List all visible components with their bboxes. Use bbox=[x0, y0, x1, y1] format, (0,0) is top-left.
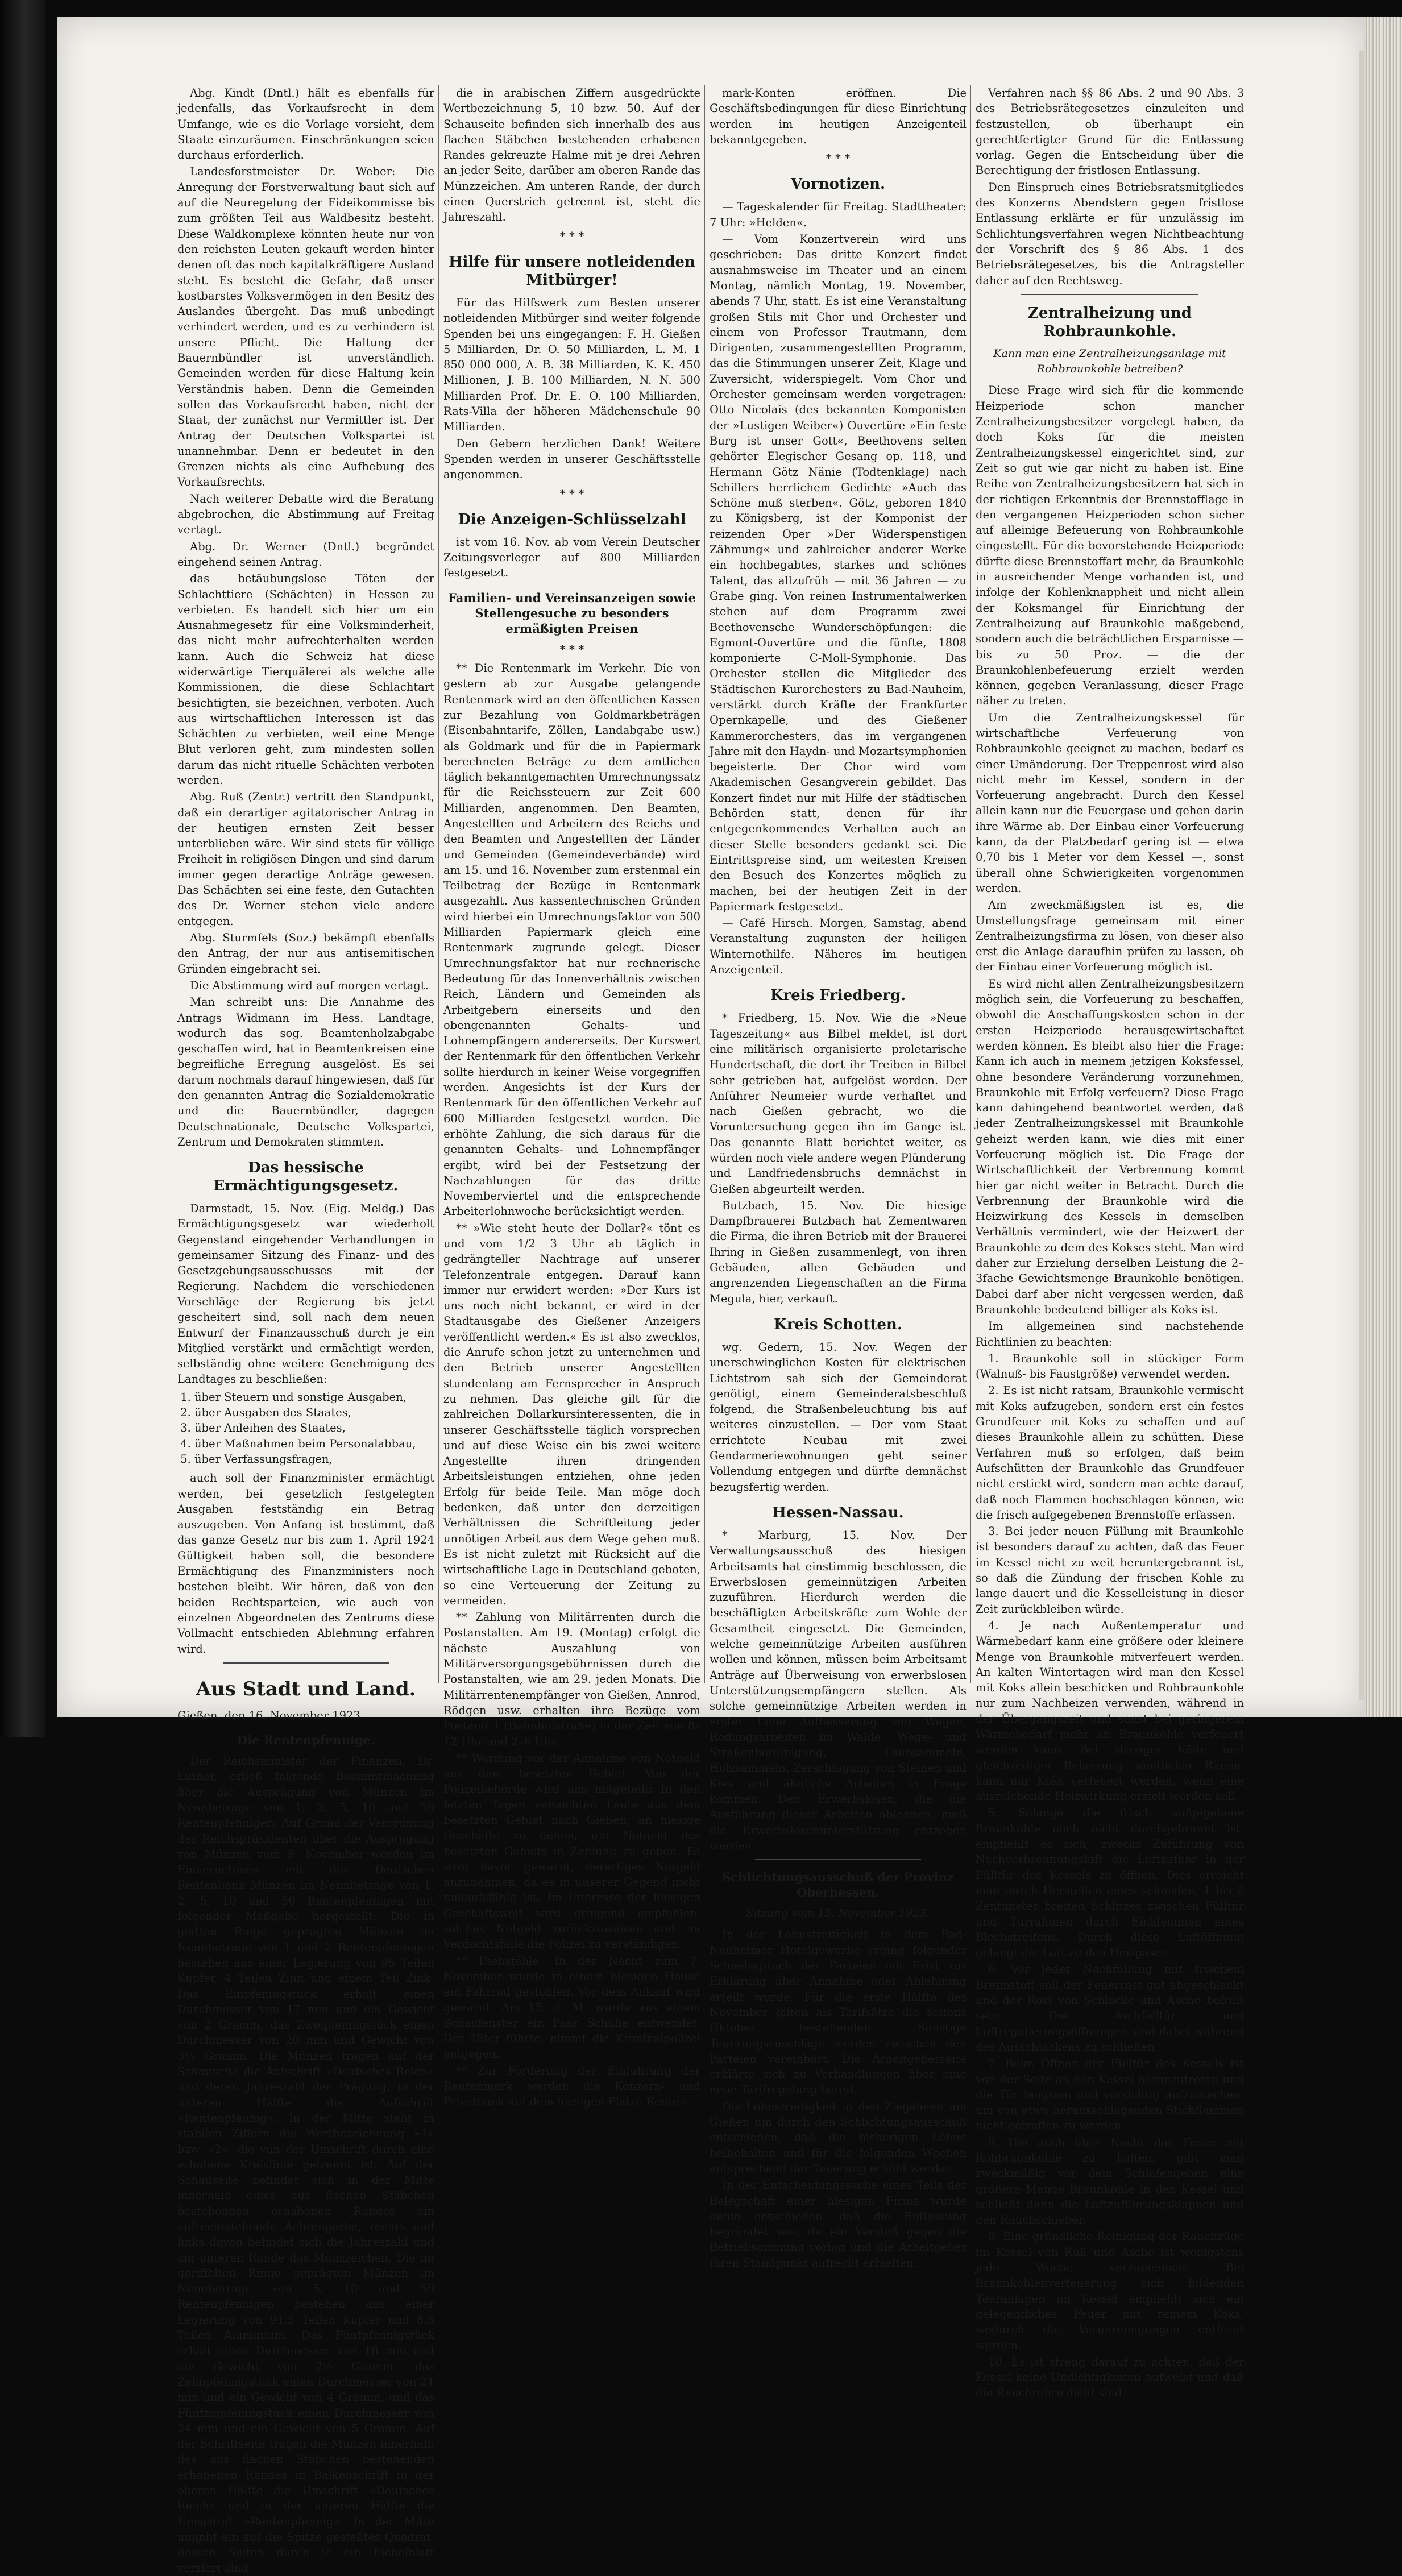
article-paragraph: das betäubungslose Töten der Schlachttiere (Schächten) in Hessen zu verbieten. Es handelt sich hier um ein Ausnahmegesetz für eine Volksminderheit, das nicht mehr aufrechterhalten werden kann. Auch die Schweiz hat diese widerwärtige Tierquälerei als welche alle Kommissionen, die diese Schlachtart besichtigten, sie bezeichnen, verboten. Auch aus wirtschaftlichen Interessen ist das Schächten zu verbieten, weil eine Menge Blut verloren geht, zum mindesten sollen darum das nicht rituelle Schächten verboten werden. bbox=[177, 572, 434, 787]
article-paragraph: mark-Konten eröffnen. Die Geschäftsbedingungen für diese Einrichtung werden im heutigen Anzeigenteil bekanntgegeben. bbox=[710, 86, 967, 146]
article-paragraph: * Marburg, 15. Nov. Der Verwaltungsausschuß des hiesigen Arbeitsamts hat einstimmig beschlossen, die Erwerbslosen gemeinnützigen Arbeiten zuzuführen. Hierdurch werden die beschäftigten Arbeitskräfte zum Wohle der Gesamtheit eingesetzt. Die Gemeinden, welche gemeinnützige Arbeiten ausführen wollen und können, müssen beim Arbeitsamt Anträge auf Überweisung von erwerbslosen Unterstützungsempfängern stellen. Als solche gemeinnützige Arbeiten werden in erster Linie Aufbesserung von Wegen, Rodungsarbeiten im Walde, Wege- und Straßenbereinigung, Laubsammeln, Holzsammeln, Zerschlagung von Steinen und Kies und ähnliche Arbeiten in Frage kommen. Den Erwerbslosen, die die Ausführung dieser Arbeiten ablehnen, muß die Erwerbslosenunterstützung entzogen werden. bbox=[710, 1528, 967, 1852]
article-paragraph: 9. Eine gründliche Reinigung der Rauchzüge im Kessel von Ruß und Asche ist wenigstens jede Woche vorzunehmen. Bei Braunkohlenverfeuerung sich bildenden Teeranlagen im Kessel empfiehlt sich ein gelegentliches Feuer mit reinem Koks, wodurch die Verunreinigungen entfernt werden. bbox=[976, 2230, 1244, 2352]
article-paragraph: Es wird nicht allen Zentralheizungsbesitzern möglich sein, die Vorfeuerung zu beschaffen, obwohl die Anschaffungskosten schon in der ersten Heizperiode herausgewirtschaftet werden können. Es bleibt also hier die Frage: Kann ich auch in meinem jetzigen Koksfessel, ohne besondere Veränderung vorzunehmen, Braunkohle mit Erfolg verfeuern? Diese Frage kann dahingehend beantwortet werden, daß jeder Zentralheizungskessel mit Braunkohle geheizt werden kann, wie dies mit einer Vorfeuerung möglich ist. Die Frage der Wirtschaftlichkeit der Verbrennung kommt hier gar nicht weiter in Betracht. Durch die Verbrennung der Braunkohle wird die Heizwirkung des Kessels in demselben Verhältnis vermindert, wie der Heizwert der Braunkohle zu dem des Kokses steht. Man wird daher zur Erzielung derselben Leistung die 2–3fache Gewichtsmenge Braunkohle benötigen. Dabei darf aber nicht vergessen werden, daß Braunkohle bedeutend billiger als Koks ist. bbox=[976, 977, 1244, 1316]
section-heading: Familien- und Vereinsanzeigen sowie Stellengesuche zu besonders ermäßigten Preisen bbox=[448, 590, 696, 636]
list-item: 1. über Steuern und sonstige Ausgaben, bbox=[194, 1389, 434, 1405]
article-paragraph: ** Die Rentenmark im Verkehr. Die von gestern ab zur Ausgabe gelangende Rentenmark wird an den öffentlichen Kassen zur Bezahlung von Goldmarkbeträgen (Eisenbahntarife, Zöllen, Landabgabe usw.) als Goldmark und für die in Papiermark berechneten Beträge zu dem amtlichen täglich bekanntgemachten Umrechnungssatz für die Reichssteuern zur Zeit 600 Milliarden, angenommen. Den Beamten, Angestellten und Arbeitern des Reichs und den Beamten und Angestellten der Länder und Gemeinden (Gemeindeverbände) wird am 15. und 16. November zum erstenmal ein Teilbetrag der Bezüge in Rentenmark ausgezahlt. Aus kassentechnischen Gründen wird hierbei ein Umrechnungsfaktor von 500 Milliarden Papiermark gleich eine Rentenmark zugrunde gelegt. Dieser Umrechnungsfaktor hat nur rechnerische Bedeutung für das Innenverhältnis zwischen Reich, Ländern und Gemeinden als Arbeitgebern einerseits und den obengenannten Gehalts- und Lohnempfängern andererseits. Der Kurswert der Rentenmark für den öffentlichen Verkehr sollte hierdurch in keiner Weise vorgegriffen werden. Angesichts ist der Kurs der Rentenmark für den öffentlichen Verkehr auf 600 Milliarden festgesetzt worden. Die erhöhte Zahlung, die sich daraus für die genannten Gehalts- und Lohnempfänger ergibt, wird bei der Festsetzung der Nachzahlungen für das dritte Novemberviertel und die entsprechende Arbeiterlohnwoche berücksichtigt werden. bbox=[443, 662, 700, 1218]
section-subheading: Sitzung vom 15. November 1923. bbox=[746, 1907, 930, 1920]
column-rule-1 bbox=[438, 85, 439, 1683]
article-paragraph: Abg. Sturmfels (Soz.) bekämpft ebenfalls den Antrag, der nur aus antisemitischen Gründen eingebracht sei. bbox=[177, 931, 434, 976]
article-paragraph: Abg. Dr. Werner (Dntl.) begründet eingehend seinen Antrag. bbox=[177, 540, 434, 569]
section-heading: Vornotizen. bbox=[790, 176, 886, 193]
list-item: 3. über Anleihen des Staates, bbox=[194, 1420, 434, 1436]
section-heading: Die Anzeigen-Schlüsselzahl bbox=[458, 511, 686, 528]
article-paragraph: Um die Zentralheizungskessel für wirtschaftliche Verfeuerung von Rohbraunkohle geeignet zu machen, bedarf es einer Umänderung. Der Treppenrost wird also nicht mehr im Kessel, sondern in der Vorfeuerung angebracht. Durch den Kessel allein kann nur die Feuergase und gehen darin ihre Wärme ab. Der Einbau einer Vorfeuerung kann, da der Platzbedarf gering ist — etwa 0,70 bis 1 Meter vor dem Kessel —, sonst überall ohne Schwierigkeiten vorgenommen werden. bbox=[976, 711, 1244, 895]
article-paragraph: Diese Frage wird sich für die kommende Heizperiode schon mancher Zentralheizungsbesitzer vorgelegt haben, da doch Koks für die meisten Zentralheizungskessel eingerichtet sind, zur Zeit so gut wie gar nicht zu haben ist. Eine Reihe von Zentralheizungsbesitzern hat sich in der richtigen Erkenntnis der Brennstofflage in den vergangenen Heizperioden schon sicher auf alleinige Befeuerung von Rohbraunkohle eingestellt. Für die bevorstehende Heizperiode dürfte diese Brennstoffart mehr, da Braunkohle in ausreichender Menge vorhanden ist, und infolge der Kohlenknappheit und nicht allein der Koksmangel für Einrichtung der Zentralheizung auf Braunkohle maßgebend, sondern auch die beträchtlichen Ersparnisse — bis zu 50 Proz. — die der Braunkohlenbefeuerung erzielt werden können, gegeben Veranlassung, dieser Frage näher zu treten. bbox=[976, 384, 1244, 708]
article-paragraph: 10. Es ist streng darauf zu achten, daß der Kessel keine Undichtigkeiten aufweist und daß die Rauchrohre dicht sind. bbox=[976, 2355, 1244, 2400]
article-paragraph: Verfahren nach §§ 86 Abs. 2 und 90 Abs. 3 des Betriebsrätegesetzes einzuleiten und festzustellen, ob überhaupt ein gerechtfertigter Grund für die Entlassung vorlag. Gegen die Entscheidung über die Berechtigung der fristlosen Entlassung. bbox=[976, 86, 1244, 177]
article-paragraph: 7. Beim Öffnen der Fülltür des Kessels ist von der Seite an den Kessel heranzutreten und die Tür langsam und vorsichtig aufzumachen, um von etwa herausschlagenden Stichflammen nicht getroffen zu werden. bbox=[976, 2057, 1244, 2133]
section-heading: Schlichtungsausschuß der Provinz Oberhessen. bbox=[722, 1870, 954, 1900]
section-heading: Hessen-Nassau. bbox=[772, 1504, 904, 1521]
section-separator-stars: * * * bbox=[559, 642, 584, 656]
article-paragraph: ** »Wie steht heute der Dollar?« tönt es und vom 1/2 3 Uhr ab täglich in gedrängteller Nachtrage auf unserer Telefonzentrale entgegen. Darauf kann immer nur erwidert werden: »Der Kurs ist uns noch nicht bekannt, er wird in der Stadtausgabe des Gießener Anzeigers veröffentlicht werden.« Es ist also zwecklos, die Anrufe schon jetzt zu unternehmen und den Betrieb unserer Angestellten stundenlang am Fernsprecher in Anspruch zu nehmen. Das gleiche gilt für die zahlreichen Dollarkursinteressenten, die in unserer Geschäftsstelle täglich vorsprechen und auf diese Weise ein bis zwei weitere Angestellte ihren dringenden Arbeitsleistungen entziehen, ohne jeden Erfolg für beide Teile. Man möge doch bedenken, daß unter den derzeitigen Verhältnissen die Schriftleitung jeder unnötigen Arbeit aus dem Wege gehen muß. Es ist nicht zuletzt mit Rücksicht auf die wirtschaftliche Lage in Deutschland geboten, so eine Verteuerung der Zeitung zu vermeiden. bbox=[443, 1221, 700, 1607]
article-paragraph: Die Abstimmung wird auf morgen vertagt. bbox=[190, 978, 429, 992]
list-item: 2. über Ausgaben des Staates, bbox=[194, 1405, 434, 1420]
article-paragraph: — Tageskalender für Freitag. Stadttheater: 7 Uhr: »Helden«. bbox=[710, 200, 967, 229]
article-paragraph: In der Entscheidungssache eines Teils der Belegschaft einer hiesigen Firma wurde dahin entschieden, daß die Entlassung begründet war, da ein Verstoß gegen die Betriebsordnung vorlag und die Arbeitgeber ihren Standpunkt aufrecht erhielten. bbox=[710, 2179, 967, 2270]
section-heading: Kreis Friedberg. bbox=[770, 987, 906, 1005]
list-item: 4. über Maßnahmen beim Personalabbau, bbox=[194, 1436, 434, 1451]
article-paragraph: Am zweckmäßigsten ist es, die Umstellungsfrage gemeinsam mit einer Zentralheizungsfirma zu lösen, von dieser also erst die Anlage daraufhin prüfen zu lassen, ob der Einbau einer Vorfeuerung möglich ist. bbox=[976, 898, 1244, 974]
article-paragraph: Man schreibt uns: Die Annahme des Antrags Widmann im Hess. Landtage, wodurch das sog. Beamtenholzabgabe geschaffen wird, hat in Beamtenkreisen eine begreifliche Erregung ausgelöst. Es sei darum nochmals darauf hingewiesen, daß für den genannten Antrag die Sozialdemokratie und die Bauernbündler, dagegen Deutschnationale, Deutsche Volkspartei, Zentrum und Demokraten stimmten. bbox=[177, 995, 434, 1148]
article-paragraph: 3. Bei jeder neuen Füllung mit Braunkohle ist besonders darauf zu achten, daß das Feuer im Kessel nicht zu weit heruntergebrannt ist, so daß die Zündung der frischen Kohle zu lange dauert und die Kesselleistung in dieser Zeit zurückbleiben würde. bbox=[976, 1525, 1244, 1616]
section-heading: Aus Stadt und Land. bbox=[196, 1677, 416, 1700]
article-paragraph: Den Einspruch eines Betriebsratsmitgliedes des Konzerns Abendstern gegen fristlose Entlassung erklärte er für unzulässig im Schlichtungsverfahren wegen Nichtbeachtung der Vorschrift des § 86 Abs. 1 des Betriebsrätegesetzes, bis die Antragsteller daher auf den Rechtsweg. bbox=[976, 180, 1244, 287]
article-paragraph: Die Lohnstreitigkeit in den Ziegeleien um Gießen um durch den Schlichtungsausschuß entschieden, daß die bisherigen Löhne beibehalten und für die folgenden Wochen entsprechend der Teuerung erhöht werden. bbox=[710, 2100, 967, 2175]
section-separator-stars: * * * bbox=[826, 151, 851, 165]
article-paragraph: Landesforstmeister Dr. Weber: Die Anregung der Forstverwaltung baut sich auf auf die Neuregelung der Fideikommisse bis zum größten Teil aus Waldbesitz besteht. Diese Waldkomplexe könnten heute nur von den reichsten Leuten gekauft werden hinter denen oft das noch kapitalkräftigere Ausland steht. Es besteht die Gefahr, daß unser kostbarstes Volksvermögen in den Besitz des Auslandes übergeht. Das muß unbedingt verhindert werden, und es zu verhindern ist unsere Pflicht. Die Haltung der Bauernbündler ist unverständlich. Gemeinden werden für diese Haltung kein Verständnis haben. Denn die Gemeinden sollen das Vorkaufsrecht haben, nicht der Staat, der zunächst nur Vermittler ist. Der Antrag der Deutschen Volkspartei ist unannehmbar. Denn er bedeutet in den Grenzen nichts als eine Aufhebung des Vorkaufsrechts. bbox=[177, 165, 434, 489]
article-paragraph: 8. Um auch über Nacht das Feuer mit Rohbraunkohle zu halten, gibt man zweckmäßig vor dem Schlafengehen eine größere Menge Braunkohle in den Kessel und schließt dann die Luftzuführungsklappen und den Rauchschieber. bbox=[976, 2135, 1244, 2227]
column-4 bbox=[976, 85, 1244, 2400]
list-item: 5. über Verfassungsfragen, bbox=[194, 1451, 434, 1467]
article-paragraph: die in arabischen Ziffern ausgedrückte Wertbezeichnung 5, 10 bzw. 50. Auf der Schauseite befinden sich innerhalb des aus flachen Stäbchen bestehenden erhabenen Randes gekreuzte Halme mit je drei Aehren an jeder Seite, darüber am oberen Rande das Münzzeichen. Am unteren Rande, der durch einen Querstrich getrennt ist, steht die Jahreszahl. bbox=[443, 86, 700, 224]
section-heading: Hilfe für unsere notleidenden Mitbürger! bbox=[448, 253, 695, 289]
section-heading: Das hessische Ermächtigungsgesetz. bbox=[213, 1159, 399, 1195]
article-paragraph: ist vom 16. Nov. ab vom Verein Deutscher Zeitungsverleger auf 800 Milliarden festgesetzt. bbox=[443, 535, 700, 580]
spine-marks bbox=[48, 102, 57, 1637]
article-paragraph: Nach weiterer Debatte wird die Beratung abgebrochen, die Abstimmung auf Freitag vertagt. bbox=[177, 492, 434, 537]
article-paragraph: 1. Braunkohle soll in stückiger Form (Walnuß- bis Faustgröße) verwendet werden. bbox=[976, 1351, 1244, 1381]
column-rule-3 bbox=[970, 85, 971, 1683]
dateline: Gießen, den 16. November 1923. bbox=[177, 1708, 364, 1722]
article-paragraph: * Friedberg, 15. Nov. Wie die »Neue Tageszeitung« aus Bilbel meldet, ist dort eine militärisch organisierte proletarische Hundertschaft, die dort ihr Treiben in Bilbel sehr getrieben hat, aufgelöst worden. Der Anführer Neumeier wurde verhaftet und nach Gießen gebracht, wo die Voruntersuchung gegen ihn im Gange ist. Das genannte Blatt berichtet weiter, es würden noch viele andere wegen Plünderung und Landfriedensbruchs demnächst in Gießen abgeurteilt werden. bbox=[710, 1011, 967, 1196]
section-heading: Die Rentenpfennige. bbox=[237, 1733, 375, 1748]
article-paragraph: Abg. Ruß (Zentr.) vertritt den Standpunkt, daß ein derartiger agitatorischer Antrag in der heutigen ernsten Zeit besser unterblieben wäre. Wir sind stets für völlige Freiheit in religiösen Dingen und sind darum immer gegen derartige Anträge gewesen. Das Schächten sei eine feste, den Gutachten des Dr. Werner stehen viele andere entgegen. bbox=[177, 790, 434, 928]
column-2 bbox=[443, 85, 700, 2109]
numbered-list bbox=[194, 1389, 434, 1467]
page-edges bbox=[1364, 17, 1402, 1717]
section-heading: Zentralheizung und Rohbraunkohle. bbox=[1028, 304, 1192, 340]
article-paragraph: ** Diebstähle. In der Nacht zum 7. November wurde in einem hiesigen Hause ein Fahrrad gestohlen. Vor dem Ankauf wird gewarnt. Am 15. d. M. wurde aus einem Schaufenster ein Paar Schuhe entwendet. Der Täter führte, nimmt die Kriminalpolizei entgegen. bbox=[443, 1954, 700, 2061]
article-paragraph: Im allgemeinen sind nachstehende Richtlinien zu beachten: bbox=[976, 1320, 1244, 1349]
article-paragraph: — Vom Konzertverein wird uns geschrieben: Das dritte Konzert findet ausnahmsweise im Theater und an einem Montag, nämlich Montag, 19. November, abends 7 Uhr, statt. Es ist eine Veranstaltung großen Stils mit Chor und Orchester und einem von Professor Trautmann, dem Dirigenten, zusammengestellten Programm, das die Stimmungen unserer Zeit, Klage und Zuversicht, widerspiegelt. Vom Chor und Orchester gemeinsam werden vorgetragen: Otto Nicolais (des bekannten Komponisten der »Lustigen Weiber«) Ouvertüre »Ein feste Burg ist unser Gott«, Beethovens selten gehörter Elegischer Gesang op. 118, und Hermann Götz Nänie (Todtenklage) nach Schillers herrlichem Gedichte »Auch das Schöne muß sterben«. Götz, geboren 1840 zu Königsberg, ist der Komponist der reizenden Oper »Der Widerspenstigen Zähmung« und zahlreicher anderer Werke ein hochbegabtes, starkes und schönes Talent, das allzufrüh — mit 36 Jahren — zu Grabe ging. Von reinen Instrumentalwerken stehen auf dem Programm zwei Beethovensche Wunderschöpfungen: die Egmont-Ouvertüre und die fünfte, 1808 komponierte C-Moll-Symphonie. Das Orchester stellen die Mitglieder des Städtischen Kurorchesters zu Bad-Nauheim, verstärkt durch Kräfte der Frankfurter Opernkapelle, und des Gießener Kammerorchesters, das im vergangenen Jahre mit den Haydn- und Mozartsymphonien begeisterte. Der Chor wird vom Akademischen Gesangverein gebildet. Das Konzert findet nur mit Hilfe der städtischen Behörden statt, denen für ihr entgegenkommendes Verhalten auch an dieser Stelle besonders gedankt sei. Die Eintrittspreise sind, um weitesten Kreisen den Besuch des Konzertes möglich zu machen, bei der heutigen Zeit in der Papiermark festgesetzt. bbox=[710, 233, 967, 913]
article-paragraph: ** Warnung vor der Annahme von Notgeld aus dem besetzten Gebiet. Von der Polizeibehörde wird uns mitgeteilt: In den letzten Tagen versuchten Leute aus dem besetzten Gebiet nach Gießen, an hiesige Geschäfte zu gehen, um Notgeld des besetzten Gebiets in Zahlung zu geben. Es wird davor gewarnt, derartiges Notgeld anzunehmen, da es in unserer Gegend nicht umlaufsfähig ist. Im Interesse der hiesigen Geschäftswelt wird dringend empfohlen, solches Notgeld zurückzuweisen und im Verdachtsfalle die Polizei zu verständigen. bbox=[443, 1751, 700, 1951]
column-rule-2 bbox=[704, 85, 705, 1683]
column-1 bbox=[177, 85, 434, 2575]
article-paragraph: ** Zur Förderung der Einführung der Rentenmark werden die Konzern- und Privatbank auf dem hiesigen Platze Renten- bbox=[443, 2064, 700, 2109]
section-heading: Kreis Schotten. bbox=[774, 1316, 902, 1333]
article-paragraph: Für das Hilfswerk zum Besten unserer notleidenden Mitbürger sind weiter folgende Spenden bei uns eingegangen: F. H. Gießen 5 Milliarden, Dr. O. 50 Milliarden, L. M. 1 850 000 000, A. B. 38 Milliarden, K. K. 450 Millionen, J. B. 100 Milliarden, N. N. 500 Milliarden Prof. Dr. E. O. 100 Milliarden, Rats-Villa der höheren Mädchenschule 90 Milliarden. bbox=[443, 296, 700, 434]
article-paragraph: 6. Vor jeder Nachfüllung mit frischem Brennstoff soll der Feuerrost gut abgeschlackt und der Rost von Schlacke und Asche befreit sein. Die Aschfalltür und Luftregulierungsöffnungen sind dabei während des Ausschlackens zu schließen. bbox=[976, 1963, 1244, 2054]
article-paragraph: wg. Gedern, 15. Nov. Wegen der unerschwinglichen Kosten für elektrischen Lichtstrom sah sich der Gemeinderat genötigt, einem Gemeinderatsbeschluß folgend, die Straßenbeleuchtung bis auf weiteres einzustellen. — Der vom Staat errichtete Neubau mit zwei Gendarmeriewohnungen geht seiner Vollendung entgegen und dürfte demnächst bezugsfertig werden. bbox=[710, 1340, 967, 1494]
book-binding bbox=[0, 0, 45, 1737]
article-paragraph: Der Reichsminister der Finanzen, Dr. Luther, erließ folgende Bekanntmachung über die Ausprägung von Münzen im Nennbetrage von 1, 2, 5, 10 und 50 Rentenpfennigen: Auf Grund der Verordnung des Reichspräsidenten über die Ausprägung von Münzen vom 8. November werden im Einvernehmen mit der Deutschen Rentenbank Münzen im Nennbetrage von 1, 2, 5, 10 und 50 Rentenpfennigen mit folgender Maßgabe hergestellt: Die in glatten Ringe geprägten Münzen im Nennbetrage von 1 und 2 Rentenpfennigen bestehen aus einer Legierung von 95 Teilen Kupfer, 4 Teilen Zinn und einem Teil Zink. Das Einpfennigstück erhält einen Durchmesser von 17 mm und ein Gewicht von 2 Gramm, das Zweipfennigstück einen Durchmesser von 20 mm und Gewicht von 3½ Gramm. Die Münzen tragen auf der Schauseite die Aufschrift »Deutsches Reich« und deren Jahreszahl der Prägung, in der unteren Hälfte die Aufschrift »Rentenpfennig«. In der Mitte steht in stabilen Ziffern die Wertbezeichnung »1« bzw. »2«, die von der Umschrift durch eine erhabene Kreislinie getrennt ist. Auf der Schauseite befindet sich in der Mitte innerhalb eines aus flachen Stäbchen bestehenden erhabenen Randes ein aufrechtstehende Aehrengarbe, rechts und links davon befindet sich die Jahreszahl und am unteren Rande das Münzzeichen. Die im geriffelten Ringe geprägten Münzen im Nennbetrage von 5, 10 und 50 Rentenpfennigen bestehen aus einer Legierung von 91,5 Teilen Kupfer und 8,5 Teilen Aluminium. Das Fünfpfennigstück erhält einen Durchmesser von 18 mm und ein Gewicht von 2½ Gramm, das Zehnpfennigstück einen Durchmesser von 21 mm und ein Gewicht von 4 Gramm, und das Fünfzigpfennigstück einen Durchmesser von 24 mm und ein Gewicht von 5 Gramm. Auf der Schriftseite tragen die Münzen innerhalb des aus flachen Stäbchen bestehenden erhabenen Randes in Balkenschrift in der oberen Hälfte die Umschrift »Deutsches Reich« und in der unteren Hälfte die Umschrift »Rentenpfennig«. In der Mitte umgibt ein auf die Spitze gestelltes Quadrat, dessen Seiten durch je ein Eichelblatt verziert sind. bbox=[177, 1754, 434, 2575]
article-paragraph: 5. Solange die frisch aufgegebene Braunkohle noch nicht durchgebrannt ist, empfiehlt es sich, zwecks Zuführung von Nachverbrennungsluft die Luftzufuhr in der Fülltür des Kessels zu öffnen. Dies erreicht man durch Herstellen eines schmalen, 1 bis 2 Zentimeter breiten Schlitzes zwischen Fülltür und Türrahmen durch Einklemmen eines Blechstreifens. Durch diese Luftöffnung gelangt die Luft zu den Heizgasen. bbox=[976, 1806, 1244, 1960]
horizontal-rule bbox=[1021, 294, 1198, 295]
article-paragraph: 2. Es ist nicht ratsam, Braunkohle vermischt mit Koks aufzugeben, sondern erst ein festes Grundfeuer mit Koks zu schaffen und auf dieses Braunkohle allein zu schütten. Diese Verfahren muß so erfolgen, daß beim Aufschütten der Braunkohle das Grundfeuer nicht erstickt wird, sondern man achte darauf, daß noch Flammen hochschlagen können, wie die frisch aufgegebenen Brennstoffe erfassen. bbox=[976, 1384, 1244, 1521]
article-paragraph: ** Zahlung von Militärrenten durch die Postanstalten. Am 19. (Montag) erfolgt die nächste Auszahlung von Militärversorgungsgebührnissen durch die Postanstalten, wie am 29. jeden Monats. Die Militärrentenempfänger von Gießen, Annrod, Rödgen usw. erhalten ihre Bezüge vom Postamt 1 (Bahnhofstraße) in der Zeit von 8–12 Uhr und 2–6 Uhr. bbox=[443, 1611, 700, 1748]
article-paragraph: Butzbach, 15. Nov. Die hiesige Dampfbrauerei Butzbach hat Zementwaren die Firma, die ihren Betrieb mit der Brauerei Ihring in Gießen zusammenlegt, von ihren Gebäuden, allen Gebäuden und angrenzenden Liegenschaften an die Firma Megula, hier, verkauft. bbox=[710, 1198, 967, 1305]
article-paragraph: 4. Je nach Außentemperatur und Wärmebedarf kann eine größere oder kleinere Menge von Braunkohle mitverfeuert werden. An kalten Wintertagen wird man den Kessel mit Koks allein beschicken und Rohbraunkohle nur zum Nachheizen verwenden, während in der Übergangszeit und sonst bei geringerem Wärmebedarf mehr an Braunkohle verfeuert werden kann. Bei strenger Kälte und gleichzeitiger Beheizung sämtlicher Räume kann nur Koks verfeuert werden, wenn eine ausreichende Heizwirkung erzielt werden soll. bbox=[976, 1619, 1244, 1803]
section-subheading: Kann man eine Zentralheizungsanlage mit Rohbraunkohle betreiben? bbox=[993, 347, 1226, 376]
article-paragraph: Darmstadt, 15. Nov. (Eig. Meldg.) Das Ermächtigungsgesetz war wiederholt Gegenstand eingehender Verhandlungen in gemeinsamer Sitzung des Finanz- und des Gesetzgebungsausschusses mit der Regierung. Nachdem die verschiedenen Vorschläge der Regierung bis jetzt gescheitert sind, soll nach dem neuen Entwurf der Finanzausschuß durch je ein Mitglied verstärkt und ermächtigt werden, selbständig ohne weitere Genehmigung des Landtages zu beschließen: bbox=[177, 1202, 434, 1386]
article-paragraph: Den Gebern herzlichen Dank! Weitere Spenden werden in unserer Geschäftsstelle angenommen. bbox=[443, 437, 700, 482]
section-separator-stars: * * * bbox=[559, 486, 584, 500]
section-separator-stars: * * * bbox=[559, 229, 584, 243]
article-paragraph: — Café Hirsch. Morgen, Samstag, abend Veranstaltung zugunsten der heiligen Winternothilfe. Näheres im heutigen Anzeigenteil. bbox=[710, 916, 967, 977]
horizontal-rule bbox=[223, 1662, 389, 1664]
article-paragraph: auch soll der Finanzminister ermächtigt werden, bei gesetzlich festgelegten Ausgaben festständig ein Betrag auszugeben. Von Anfang ist bestimmt, daß das ganze Gesetz nur bis zum 1. April 1924 Gültigkeit haben soll, die besondere Ermächtigung des Finanzministers noch bestehen bleibt. Wir hören, daß von den beiden Rechtsparteien, wie auch von einzelnen Abgeordneten des Zentrums diese Vollmacht entschieden Ablehnung erfahren wird. bbox=[177, 1471, 434, 1656]
column-3 bbox=[710, 85, 967, 2270]
article-paragraph: Abg. Kindt (Dntl.) hält es ebenfalls für jedenfalls, das Vorkaufsrecht in dem Umfange, wie es die Vorlage vorsieht, dem Staate einzuräumen. Einschränkungen seien durchaus erforderlich. bbox=[177, 86, 434, 162]
horizontal-rule bbox=[755, 1859, 921, 1860]
article-paragraph: In der Lohnstreitigkeit in dem Bad-Nauheimer Hotelgewerbe erging folgender Schiedsspruch der Parteien mit Frist zur Erklärung über Annahme oder Ablehnung erteilt wurde: Für die erste Hälfte des November gilten als Tarifsätze die seitens Oktober bestehenden. Sonstige Teuerungszuschläge werden zwischen den Parteien vereinbart. Die Arbeitgeberseite erklärte sich zu Verhandlungen über eine neue Tarifregelung bereit. bbox=[710, 1928, 967, 2097]
